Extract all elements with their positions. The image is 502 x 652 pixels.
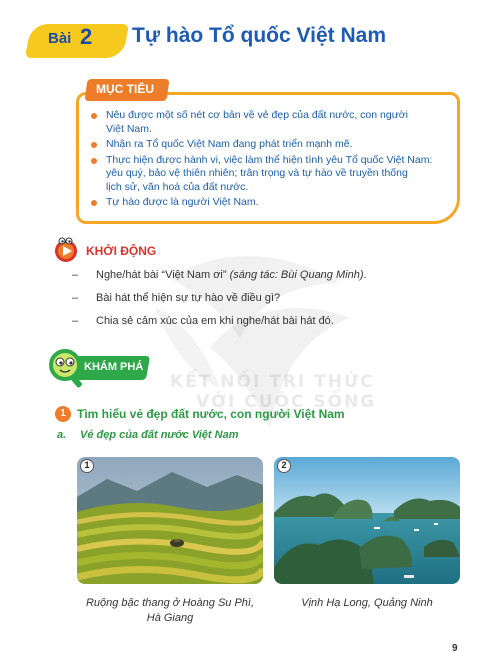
explore-heading: KHÁM PHÁ <box>84 361 144 373</box>
photo-ha-long-bay <box>274 457 460 584</box>
warmup-heading: KHỞI ĐỘNG <box>86 244 157 258</box>
subsection-title: Vẻ đẹp của đất nước Việt Nam <box>80 429 239 441</box>
objective-item-continued: Việt Nam. <box>106 122 152 135</box>
lesson-badge <box>25 24 129 58</box>
objective-item: Nhận ra Tổ quốc Việt Nam đang phát triển mạnh mẽ. <box>90 138 450 152</box>
photo-number-badge: 1 <box>80 459 94 473</box>
warmup-list <box>72 268 367 337</box>
objective-item-continued: lịch sử, văn hoá của đất nước. <box>106 180 249 193</box>
bullet-icon <box>91 113 97 119</box>
objective-item: Nêu được một số nét cơ bản về vẻ đẹp của đất nước, con người <box>90 109 450 123</box>
watermark-line-2: VỚI CUỘC SỐNG <box>196 392 377 412</box>
photo-number-badge: 2 <box>277 459 291 473</box>
photo-caption: Vịnh Hạ Long, Quảng Ninh <box>301 597 433 609</box>
subsection-letter: a. <box>57 429 67 441</box>
warmup-item: – Chia sẻ cảm xúc của em khi nghe/hát bài hát đó. <box>72 315 334 327</box>
lesson-number: 2 <box>80 24 93 49</box>
bullet-icon <box>91 200 97 206</box>
lesson-label: Bài <box>48 30 72 47</box>
play-mascot-icon <box>53 237 79 263</box>
bullet-icon <box>91 158 97 164</box>
objective-item: Thực hiện được hành vi, việc làm thể hiện tình yêu Tổ quốc Việt Nam: <box>90 154 450 168</box>
bullet-icon <box>91 142 97 148</box>
watermark-line-1: KẾT NỐI TRI THỨC <box>170 372 375 392</box>
warmup-item: – Nghe/hát bài “Việt Nam ơi” (sáng tác: Bùi Quang Minh). <box>72 269 367 281</box>
section-title: Tìm hiểu vẻ đẹp đất nước, con người Việt Nam <box>77 407 345 421</box>
magnifier-mascot-icon <box>45 345 87 389</box>
objectives-heading: MỤC TIÊU <box>96 82 154 96</box>
lesson-title: Tự hào Tổ quốc Việt Nam <box>132 24 387 47</box>
page-number: 9 <box>452 643 458 652</box>
objective-item-continued: yêu quý, bảo vệ thiên nhiên; trân trọng và tự hào về truyền thống <box>106 167 408 179</box>
photo-rice-terraces <box>77 457 263 584</box>
photo-caption: Ruộng bậc thang ở Hoàng Su Phì, Hà Giang <box>85 597 255 624</box>
objectives-list <box>90 109 450 212</box>
objective-item: Tự hào được là người Việt Nam. <box>90 196 450 210</box>
section-number-badge: 1 <box>55 406 71 422</box>
warmup-item: – Bài hát thể hiện sự tự hào về điều gì? <box>72 292 281 304</box>
